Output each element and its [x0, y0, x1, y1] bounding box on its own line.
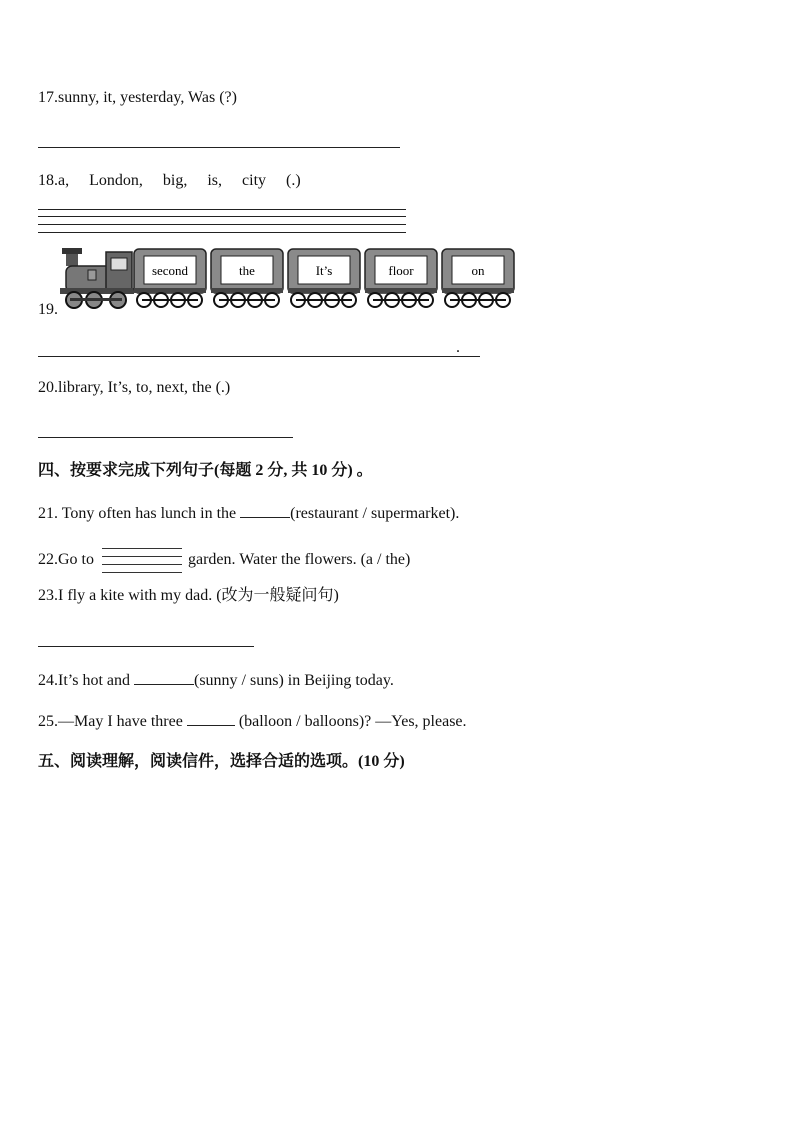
answer-line-20[interactable]: [38, 437, 293, 438]
word: 18.a,: [38, 172, 70, 189]
word: big,: [162, 172, 188, 189]
question-24-after: (sunny / suns) in Beijing today.: [194, 672, 394, 689]
writing-line-18a[interactable]: [38, 209, 406, 210]
question-21: [38, 503, 459, 524]
blank-22[interactable]: [102, 548, 182, 573]
train-car-word: It’s: [315, 263, 333, 278]
blank-25[interactable]: [187, 711, 235, 726]
answer-line-19-period: .: [456, 339, 460, 356]
section-4-heading: 四、按要求完成下列句子(每题 2 分, 共 10 分) 。: [38, 462, 373, 479]
train-car-word: the: [239, 263, 255, 278]
question-20: 20.library, It’s, to, next, the (.): [38, 379, 231, 396]
answer-line-19[interactable]: [38, 356, 480, 357]
train-car: [211, 249, 283, 307]
train-car-word: second: [151, 263, 189, 278]
question-21-after: (restaurant / supermarket).: [290, 505, 460, 522]
question-23: 23.I fly a kite with my dad. (改为一般疑问句): [38, 587, 339, 604]
question-17: 17.sunny, it, yesterday, Was (?): [38, 89, 237, 106]
word: city: [242, 172, 267, 189]
locomotive-icon: [60, 248, 134, 308]
word: (.): [286, 172, 301, 189]
question-24: [38, 670, 394, 691]
question-25-before: 25.—May I have three: [38, 713, 187, 730]
question-24-before: 24.It’s hot and: [38, 672, 134, 689]
question-22-after: garden. Water the flowers. (a / the): [188, 551, 411, 568]
question-19-number: 19.: [38, 301, 58, 318]
writing-line-18b[interactable]: [38, 216, 406, 217]
writing-line-18d[interactable]: [38, 232, 406, 233]
writing-line-18c[interactable]: [38, 224, 406, 225]
section-5-heading: 五、阅读理解，阅读信件，选择合适的选项。(10 分): [38, 753, 405, 770]
train-car-word: floor: [388, 263, 414, 278]
answer-line-17[interactable]: [38, 147, 400, 148]
train-car: [134, 249, 206, 307]
question-25: [38, 711, 467, 732]
train-car-word: on: [471, 263, 485, 278]
blank-24[interactable]: [134, 670, 194, 685]
question-22-before: 22.Go to: [38, 551, 94, 568]
word-train-image: [60, 246, 520, 314]
train-car: [288, 249, 360, 307]
question-22: [38, 546, 410, 574]
blank-21[interactable]: [240, 503, 290, 518]
train-car: [365, 249, 437, 307]
word: London,: [89, 172, 143, 189]
question-25-after: (balloon / balloons)? —Yes, please.: [234, 713, 467, 730]
train-car: [442, 249, 514, 307]
question-21-before: 21. Tony often has lunch in the: [38, 505, 241, 522]
question-18: [38, 171, 321, 191]
answer-line-23[interactable]: [38, 646, 254, 647]
word: is,: [207, 172, 223, 189]
